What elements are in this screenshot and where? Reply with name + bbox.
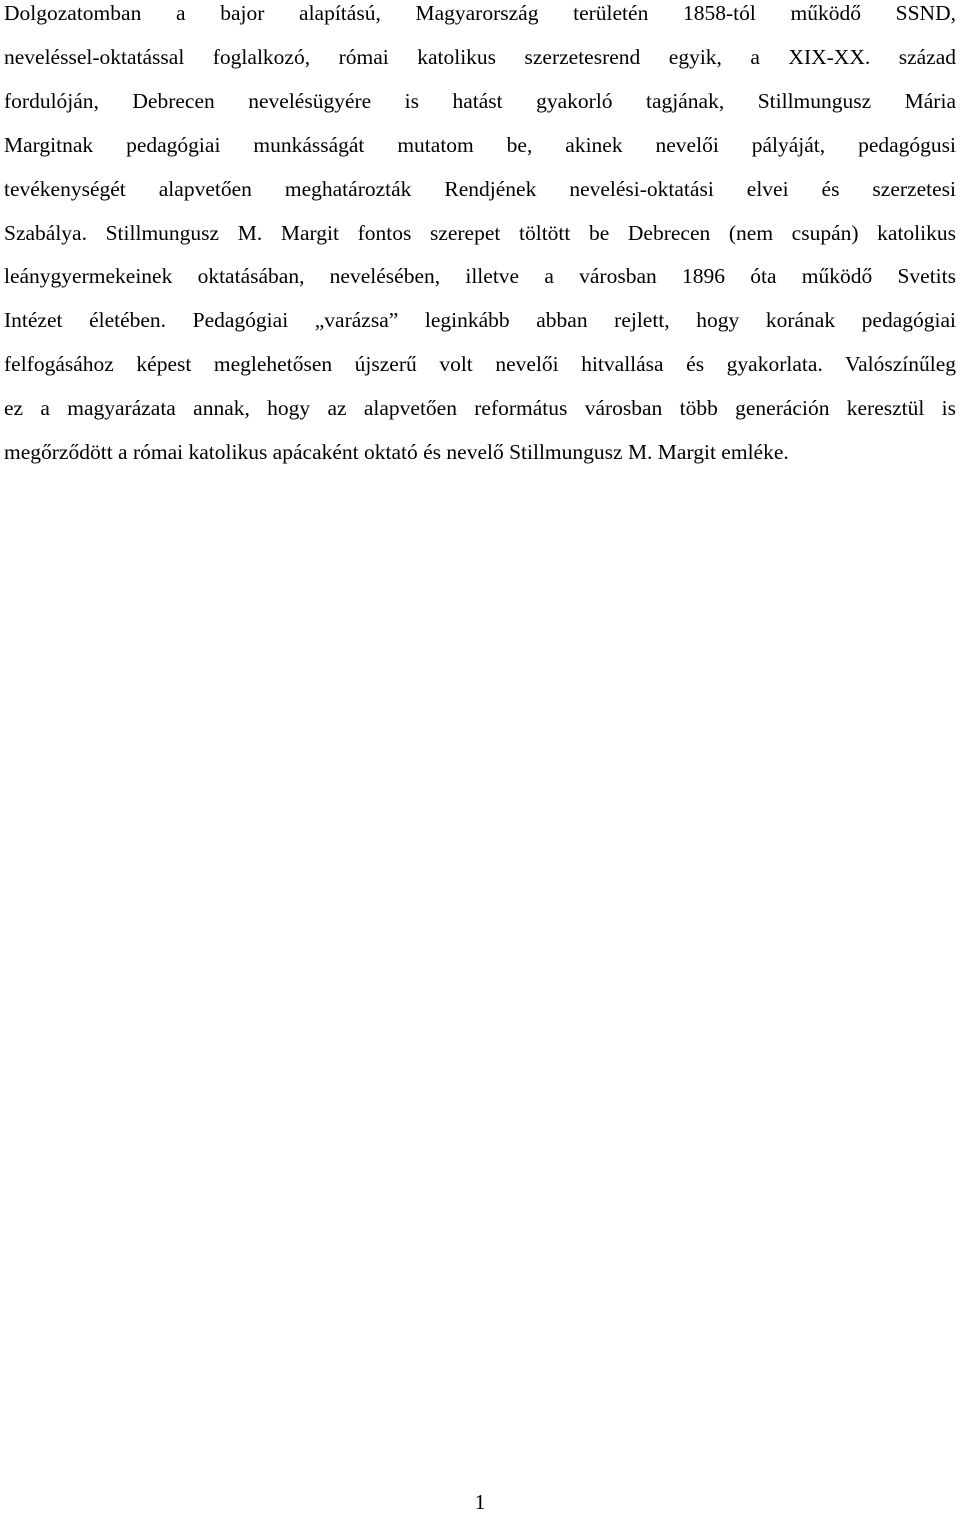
paragraph-line: neveléssel-oktatással foglalkozó, római katolikus szerzetesrend egyik, a XIX-XX. század (4, 44, 956, 69)
paragraph-line: tevékenységét alapvetően meghatározták Rendjének nevelési-oktatási elvei és szerzetesi (4, 176, 956, 201)
paragraph-line: Margitnak pedagógiai munkásságát mutatom be, akinek nevelői pályáját, pedagógusi (4, 132, 956, 157)
body-paragraph (4, 0, 956, 475)
paragraph-line: ez a magyarázata annak, hogy az alapvetően református városban több generáción keresztül is (4, 396, 956, 421)
paragraph-line: felfogásához képest meglehetősen újszerű volt nevelői hitvallása és gyakorlata. Valószínűleg (4, 352, 956, 377)
paragraph-line: fordulóján, Debrecen nevelésügyére is hatást gyakorló tagjának, Stillmungusz Mária (4, 88, 956, 113)
paragraph-line: megőrződött a római katolikus apácaként oktató és nevelő Stillmungusz M. Margit emléke. (4, 440, 789, 465)
paragraph-line: Dolgozatomban a bajor alapítású, Magyarország területén 1858-tól működő SSND, (4, 1, 956, 25)
paragraph-line: leánygyermekeinek oktatásában, nevelésében, illetve a városban 1896 óta működő Svetits (4, 264, 956, 289)
paragraph-line: Szabálya. Stillmungusz M. Margit fontos szerepet töltött be Debrecen (nem csupán) katolikus (4, 220, 956, 245)
page-number: 1 (474, 1490, 486, 1514)
paragraph-line: Intézet életében. Pedagógiai „varázsa” leginkább abban rejlett, hogy korának pedagógiai (4, 308, 956, 333)
